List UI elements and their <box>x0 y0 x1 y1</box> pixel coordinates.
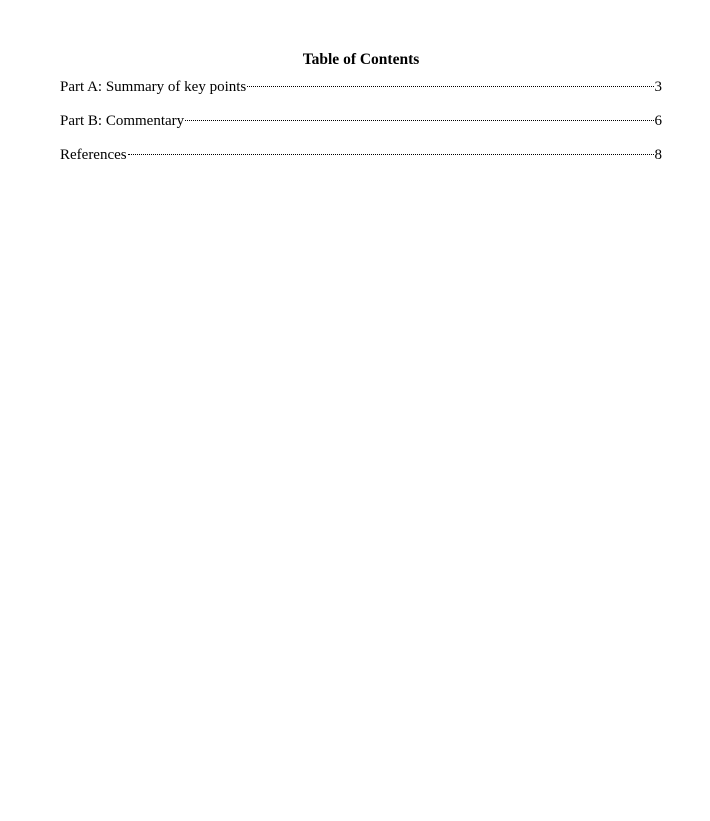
dot-leader <box>247 86 653 87</box>
dot-leader <box>185 120 653 121</box>
toc-entry-references[interactable] <box>60 145 662 179</box>
toc-page-number: 8 <box>654 147 662 163</box>
toc-entry-part-b[interactable] <box>60 111 662 145</box>
toc-page-number: 3 <box>654 79 662 95</box>
toc-entry-title: Part B: Commentary <box>60 113 185 129</box>
toc-heading: Table of Contents <box>302 51 420 68</box>
toc-list <box>60 77 662 179</box>
dot-leader <box>128 154 654 155</box>
toc-page-number: 6 <box>654 113 662 129</box>
toc-entry-part-a[interactable] <box>60 77 662 111</box>
toc-entry-title: Part A: Summary of key points <box>60 79 247 95</box>
toc-entry-title: References <box>60 147 127 163</box>
